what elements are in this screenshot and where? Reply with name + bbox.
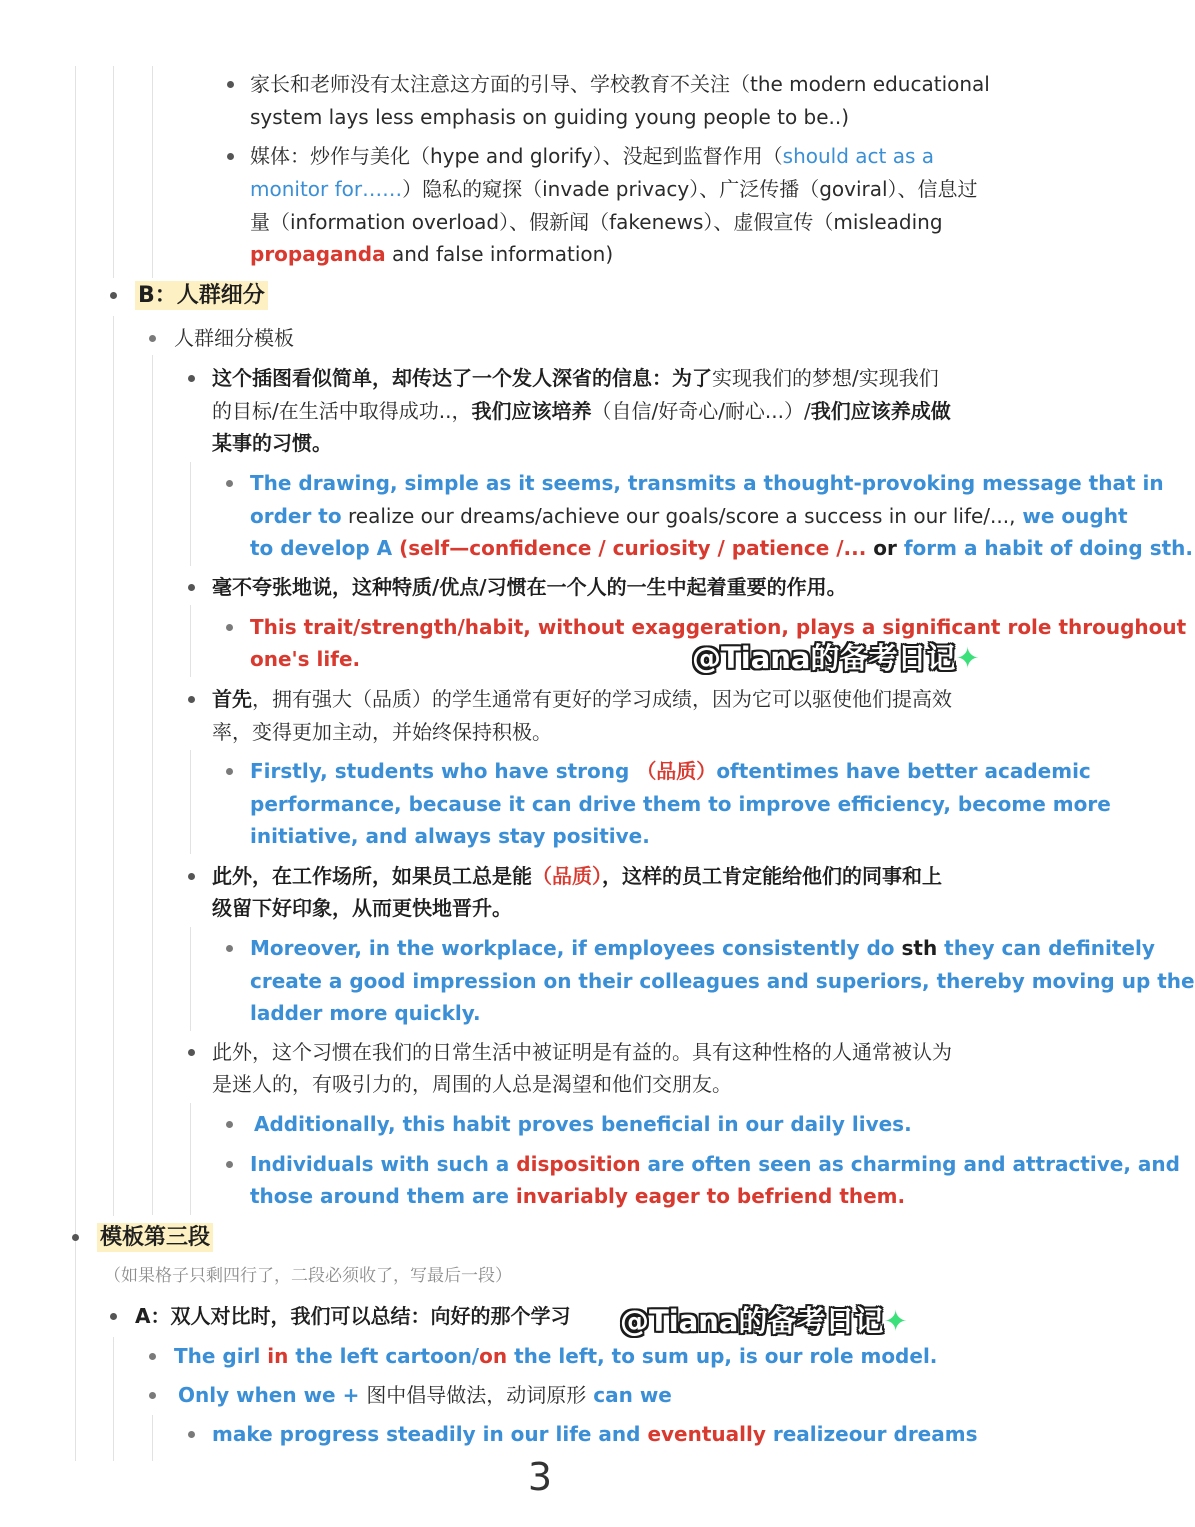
tree-guide-line — [152, 66, 153, 278]
list-item-text: 此外，这个习惯在我们的日常生活中被证明是有益的。具有这种性格的人通常被认为 — [212, 1040, 952, 1064]
list-bullet — [149, 335, 156, 342]
list-item-text: 某事的习惯。 — [212, 431, 332, 455]
tree-guide-line — [75, 66, 76, 1461]
english-sentence: one's life. — [250, 647, 361, 671]
section-heading-b: B：人群细分 — [135, 279, 268, 312]
list-bullet — [226, 624, 233, 631]
tree-guide-line — [113, 1337, 114, 1461]
english-sentence: make progress steadily in our life and eventually realizeour dreams — [212, 1422, 978, 1446]
list-item-text: monitor for……）隐私的窥探（invade privacy）、广泛传播（goviral）、信息过 — [250, 177, 978, 201]
english-sentence: Moreover, in the workplace, if employees consistently do sth they can definitely — [250, 936, 1155, 960]
english-sentence: to develop A (self—confidence / curiosity / patience /... or form a habit of doing sth. — [250, 536, 1193, 560]
english-sentence: Additionally, this habit proves beneficial in our daily lives. — [254, 1112, 912, 1136]
english-sentence: The girl in the left cartoon/on the left, to sum up, is our role model. — [174, 1344, 938, 1368]
english-sentence: Firstly, students who have strong （品质）oftentimes have better academic — [250, 759, 1091, 783]
list-item-text: propaganda and false information) — [250, 242, 614, 266]
tree-guide-line — [152, 355, 153, 1215]
list-bullet — [188, 584, 195, 591]
list-bullet — [72, 1234, 79, 1241]
tree-guide-line — [190, 927, 191, 1031]
list-bullet — [188, 873, 195, 880]
section-heading-third: 模板第三段 — [97, 1221, 213, 1254]
tree-guide-line — [113, 66, 114, 278]
list-item-text: system lays less emphasis on guiding young people to be..) — [250, 105, 850, 129]
english-sentence: Individuals with such a disposition are often seen as charming and attractive, and — [250, 1152, 1180, 1176]
list-bullet — [149, 1353, 156, 1360]
watermark: @Tiana的备考日记✦ — [620, 1304, 908, 1338]
list-bullet — [227, 153, 234, 160]
list-bullet — [226, 945, 233, 952]
list-item-text: 量（information overload）、假新闻（fakenews）、虚假宣传（misleading — [250, 210, 943, 234]
list-item-text: A：双人对比时，我们可以总结：向好的那个学习 — [135, 1304, 571, 1328]
list-item-text: 家长和老师没有太注意这方面的引导、学校教育不关注（the modern educational — [250, 72, 990, 96]
list-item-text: 的目标/在生活中取得成功..，我们应该培养（自信/好奇心/耐心...）/我们应该养成做 — [212, 399, 951, 423]
english-sentence: performance, because it can drive them to improve efficiency, become more — [250, 792, 1111, 816]
english-sentence: those around them are invariably eager to befriend them. — [250, 1184, 906, 1208]
list-bullet — [226, 1161, 233, 1168]
list-bullet — [226, 768, 233, 775]
list-bullet — [188, 375, 195, 382]
tree-guide-line — [190, 605, 191, 677]
list-item-text: 毫不夸张地说，这种特质/优点/习惯在一个人的一生中起着重要的作用。 — [212, 575, 847, 599]
tree-guide-line — [190, 750, 191, 854]
watermark: @Tiana的备考日记✦ — [692, 641, 980, 675]
list-bullet — [149, 1392, 156, 1399]
english-sentence: order to realize our dreams/achieve our goals/score a success in our life/..., we ought — [250, 504, 1128, 528]
english-sentence: Only when we + 图中倡导做法，动词原形 can we — [178, 1383, 672, 1407]
list-item-text: 媒体：炒作与美化（hype and glorify）、没起到监督作用（should act as a — [250, 144, 935, 168]
english-sentence: This trait/strength/habit, without exaggeration, plays a significant role throughout — [250, 615, 1187, 639]
list-bullet — [110, 292, 117, 299]
list-item-text: 此外，在工作场所，如果员工总是能（品质），这样的员工肯定能给他们的同事和上 — [212, 864, 942, 888]
list-bullet — [226, 480, 233, 487]
english-sentence: initiative, and always stay positive. — [250, 824, 650, 848]
tree-guide-line — [113, 316, 114, 1216]
list-bullet — [188, 1431, 195, 1438]
sparkle-icon: ✦ — [883, 1304, 908, 1338]
list-bullet — [226, 1121, 233, 1128]
list-bullet — [188, 1049, 195, 1056]
page-number: 3 — [527, 1455, 553, 1499]
english-sentence: The drawing, simple as it seems, transmits a thought-provoking message that in — [250, 471, 1164, 495]
tree-guide-line — [190, 1103, 191, 1215]
list-item-text: 这个插图看似简单，却传达了一个发人深省的信息：为了实现我们的梦想/实现我们 — [212, 366, 939, 390]
subsection-title: 人群细分模板 — [174, 326, 294, 350]
section-note: （如果格子只剩四行了，二段必须收了，写最后一段） — [104, 1266, 512, 1286]
list-item-text: 首先，拥有强大（品质）的学生通常有更好的学习成绩，因为它可以驱使他们提高效 — [212, 687, 952, 711]
english-sentence: create a good impression on their colleagues and superiors, thereby moving up the — [250, 969, 1195, 993]
sparkle-icon: ✦ — [955, 641, 980, 675]
list-item-text: 率，变得更加主动，并始终保持积极。 — [212, 720, 552, 744]
list-item-text: 是迷人的，有吸引力的，周围的人总是渴望和他们交朋友。 — [212, 1072, 732, 1096]
list-item-text: 级留下好印象，从而更快地晋升。 — [212, 896, 512, 920]
tree-guide-line — [190, 462, 191, 566]
list-bullet — [188, 696, 195, 703]
list-bullet — [227, 81, 234, 88]
english-sentence: ladder more quickly. — [250, 1001, 481, 1025]
list-bullet — [110, 1313, 117, 1320]
